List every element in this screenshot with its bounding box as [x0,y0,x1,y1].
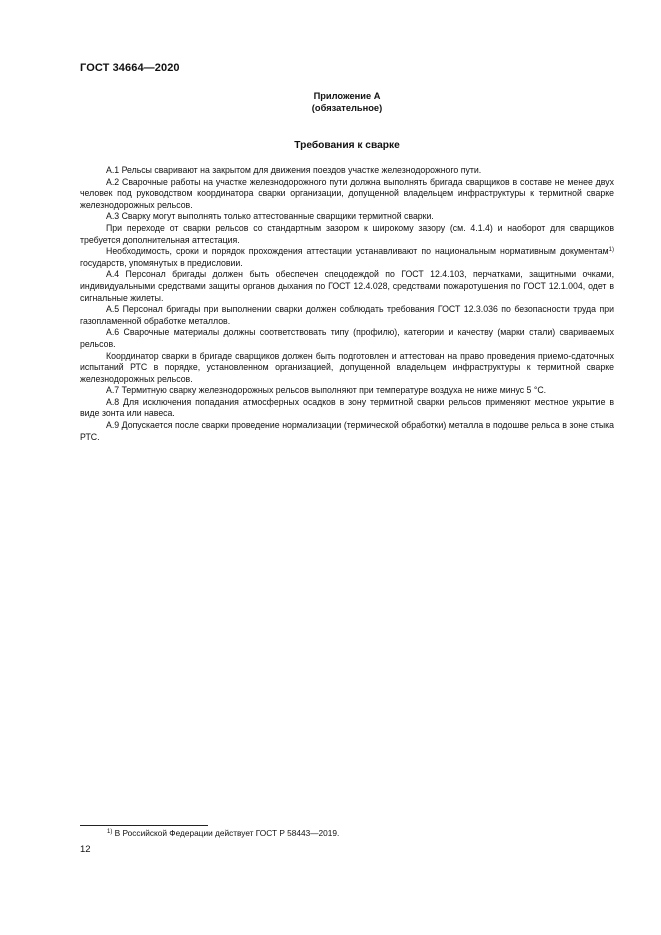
paragraph-a7: А.7 Термитную сварку железнодорожных рельсов выполняют при температуре воздуха не ниже минус 5 °С. [106,385,547,396]
paragraph-attestation-rules-text: Необходимость, сроки и порядок прохождения аттестации устанавливают по национальным нормативным документам [106,246,609,257]
footnote [107,828,339,838]
paragraph-a2: А.2 Сварочные работы на участке железнодорожного пути должна выполнять бригада сварщиков в составе не менее двух человек под руководством координатора сварки организации, допущенной владельцем инфраструктуры к термитной сварке железнодорожных рельсов. [80,176,614,210]
footnote-divider [80,825,208,826]
appendix-label: Приложение А [313,91,381,101]
page-number: 12 [80,844,91,855]
appendix-heading [80,90,614,114]
paragraph-coordinator: Координатор сварки в бригаде сварщиков должен быть подготовлен и аттестован на право проведения приемо-сдаточных испытаний РТС в порядке, установленном организацией, допущенной владельцем инфраструктуры к термитной сварке железнодорожных рельсов. [80,350,614,384]
paragraph-a5: А.5 Персонал бригады при выполнении сварки должен соблюдать требования ГОСТ 12.3.036 по безопасности труда при газопламенной обработке металлов. [80,304,614,326]
paragraph-a4: А.4 Персонал бригады должен быть обеспечен спецодеждой по ГОСТ 12.4.103, перчатками, защитными очками, индивидуальными средствами защиты органов дыхания по ГОСТ 12.4.028, средствами пожаротушения по ГОСТ 12.1.004, одет в сигнальные жилеты. [80,269,614,303]
paragraph-attestation-rules [80,246,614,269]
footnote-text: В Российской Федерации действует ГОСТ Р 58443—2019. [112,828,340,838]
footnote-reference: 1) [608,247,614,254]
paragraph-a6: А.6 Сварочные материалы должны соответствовать типу (профилю), категории и качеству (марки стали) свариваемых рельсов. [80,327,614,349]
footnote-marker: 1) [107,829,113,835]
section-title: Требования к сварке [294,140,400,151]
paragraph-a9: А.9 Допускается после сварки проведение нормализации (термической обработки) металла в подошве рельса в зоне стыка РТС. [80,420,614,442]
paragraph-a3: А.3 Сварку могут выполнять только аттестованные сварщики термитной сварки. [106,211,434,222]
paragraph-a1: А.1 Рельсы сваривают на закрытом для движения поездов участке железнодорожного пути. [106,165,482,175]
paragraph-a8: А.8 Для исключения попадания атмосферных осадков в зону термитной сварки рельсов применяют местное укрытие в виде зонта или навеса. [80,396,614,419]
paragraph-attestation-rules-tail: государств, упомянутых в предисловии. [80,257,243,268]
document-header: ГОСТ 34664—2020 [80,62,180,74]
body-text [80,165,614,443]
appendix-status: (обязательное) [311,103,383,113]
paragraph-attestation-gap: При переходе от сварки рельсов со стандартным зазором к широкому зазору (см. 4.1.4) и наоборот для сварщиков требуется дополнительная аттестация. [80,222,614,245]
